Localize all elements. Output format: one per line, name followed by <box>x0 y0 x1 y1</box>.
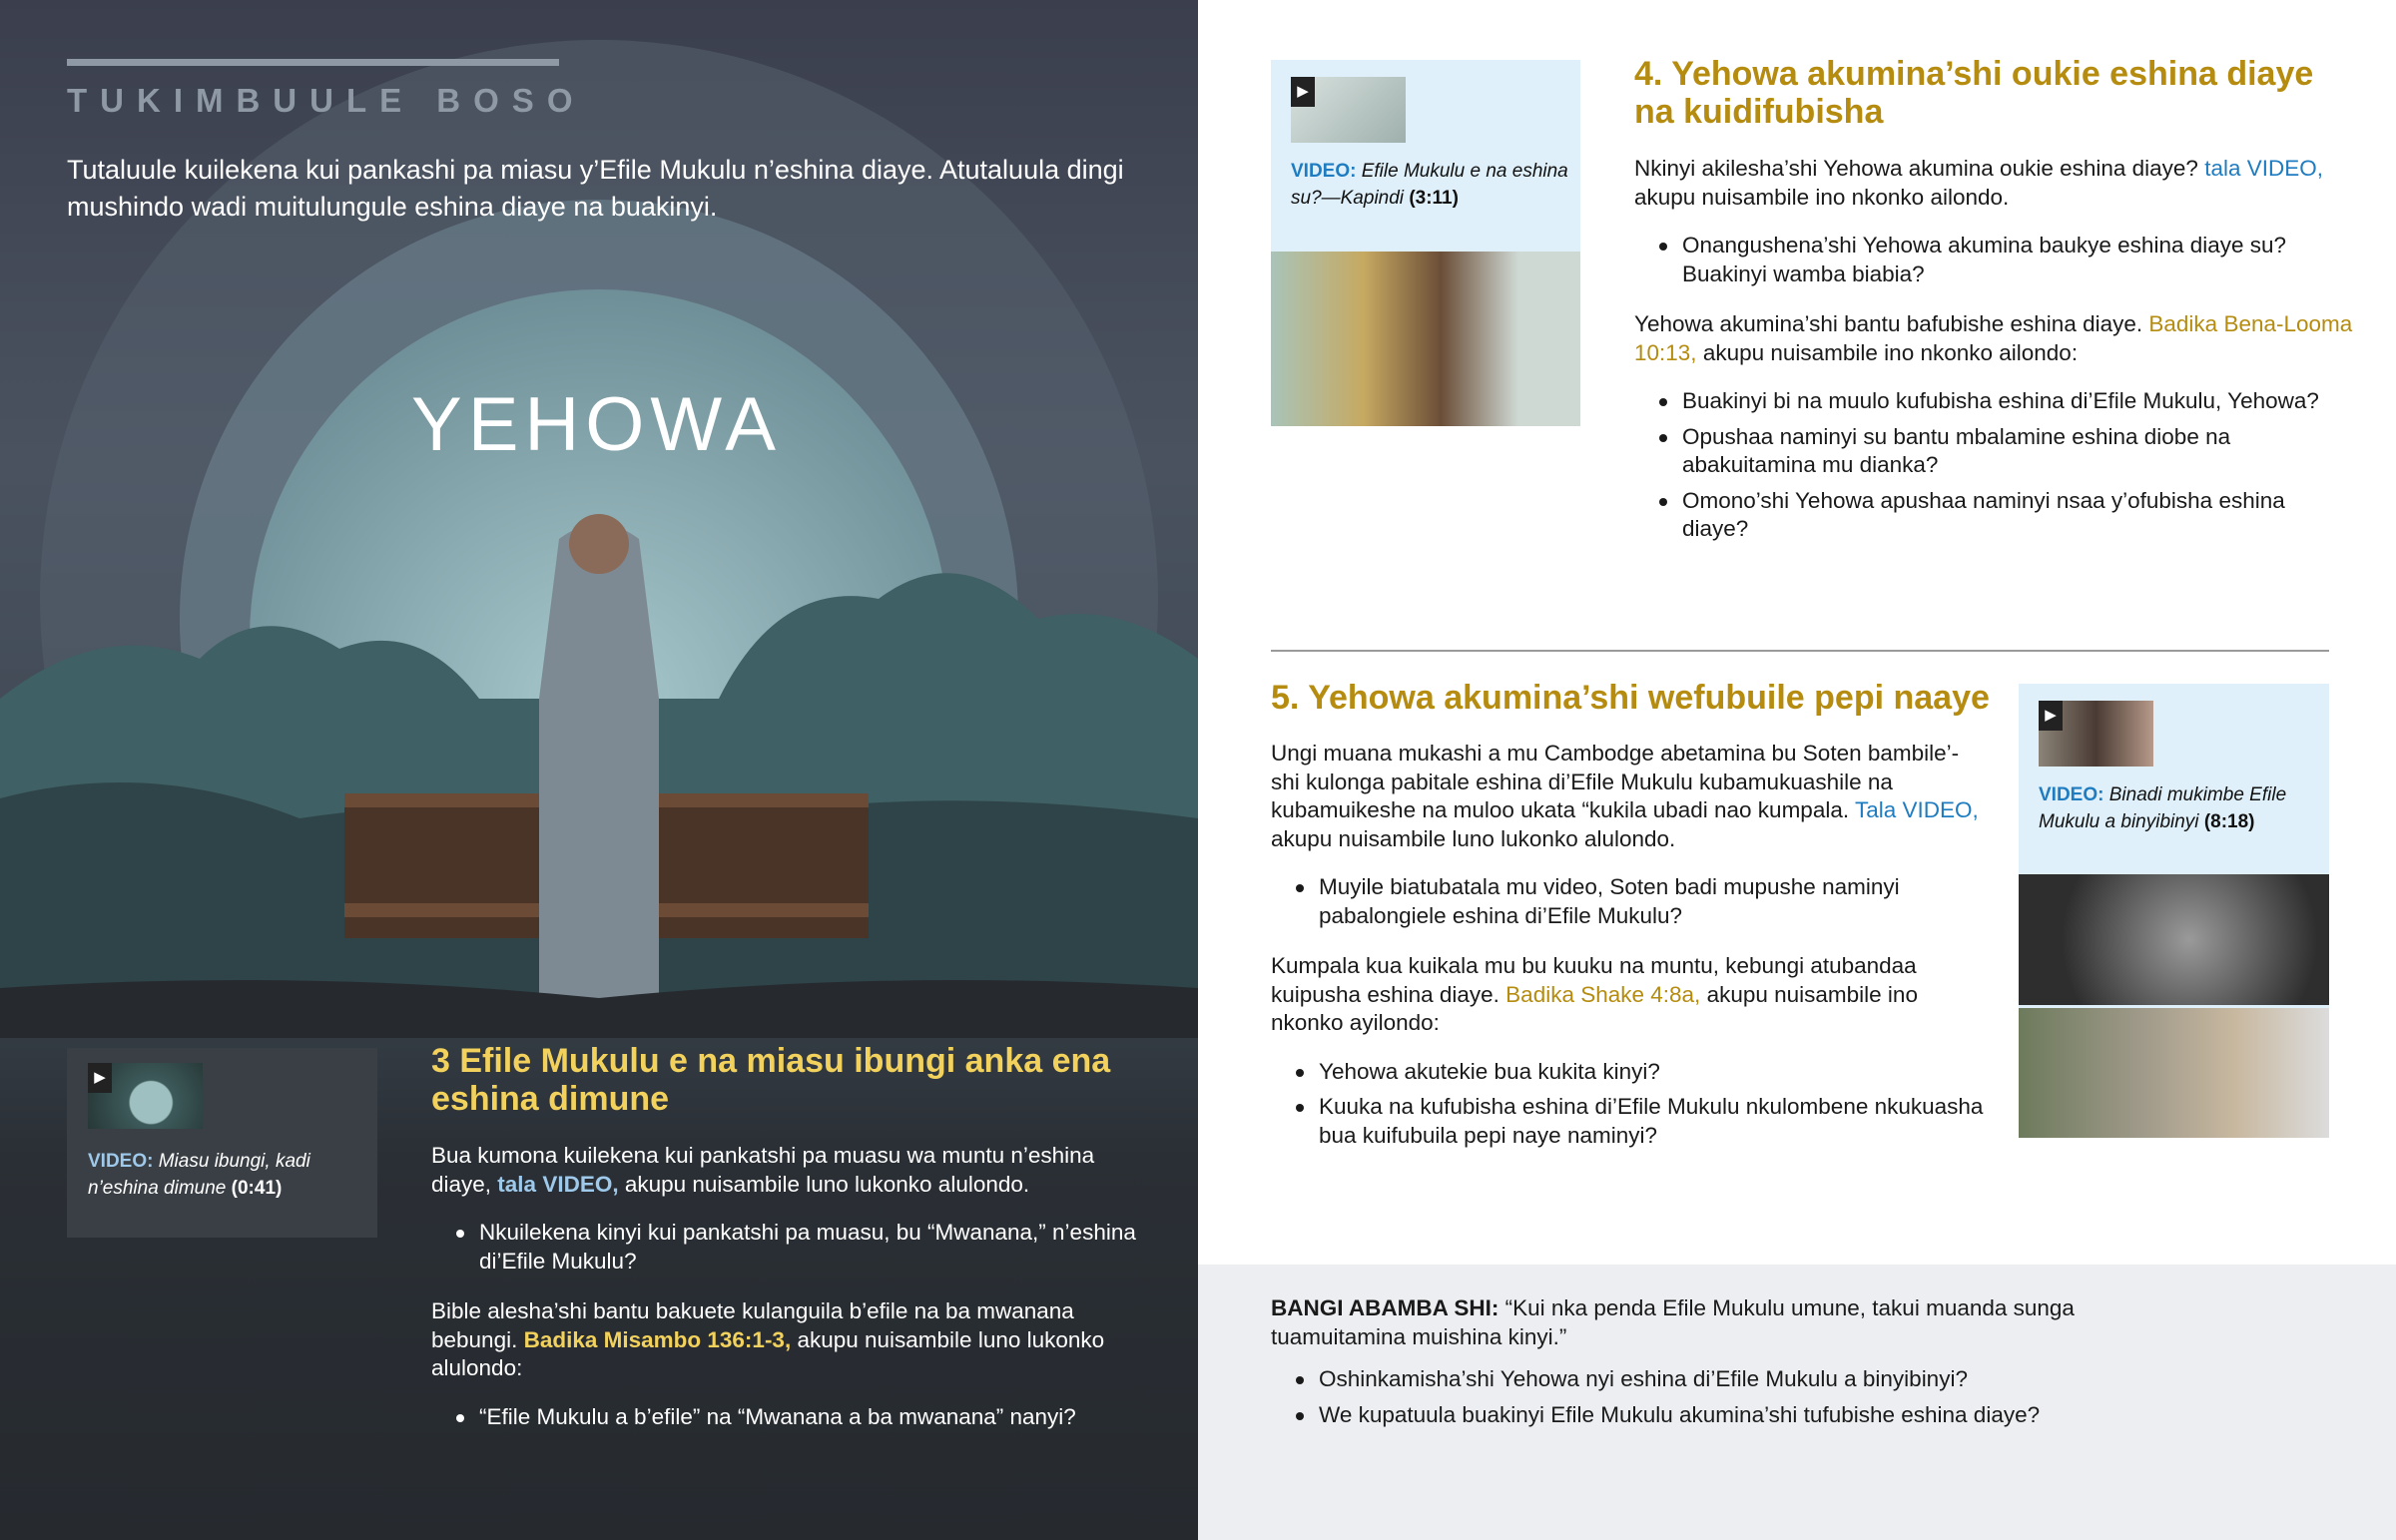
video-card-3[interactable] <box>67 1048 377 1238</box>
scripture-link[interactable]: Badika Misambo 136:1-3, <box>523 1326 792 1352</box>
video-thumbnail[interactable] <box>1291 77 1406 143</box>
video-duration: (3:11) <box>1409 188 1459 209</box>
question-item: Buakinyi bi na muulo kufubisha eshina di’Efile Mukulu, Yehowa? <box>1634 387 2353 416</box>
question-item: Omono’shi Yehowa apushaa naminyi nsaa y’ofubisha eshina diaye? <box>1634 487 2353 544</box>
video-card-5[interactable] <box>2019 684 2329 1138</box>
video-duration: (8:18) <box>2203 811 2255 832</box>
summary-label: BANGI ABAMBA SHI: <box>1271 1295 1499 1320</box>
header-rule <box>67 59 559 66</box>
play-icon[interactable]: ▶ <box>88 1063 112 1093</box>
section-3-body: Bua kumona kuilekena kui pankatshi pa muasu wa muntu n’eshina diaye, tala VIDEO, akupu nuisambile luno lukonko alulondo. Nkuilekena kinyi kui pankatshi pa muasu, bu “Mwanana,” n’eshina di’Efile Mukulu? Bible alesha’shi bantu bakuete kulanguila b’efile na ba mwanana bebungi. Badika Misambo 136:1-3, akupu nuisambile luno lukonko alulondo: “Efile Mukulu a b’efile” na “Mwanana a ba mwanana” nanyi? <box>431 1142 1150 1453</box>
question-item: Onangushena’shi Yehowa akumina baukye eshina diaye su? Buakinyi wamba biabia? <box>1634 232 2353 288</box>
scripture-link[interactable]: Badika Shake 4:8a, <box>1505 981 1701 1007</box>
watch-video-link[interactable]: tala VIDEO, <box>497 1171 619 1197</box>
video-thumbnail[interactable] <box>88 1063 203 1129</box>
video-still-image <box>2019 1008 2329 1138</box>
video-title[interactable]: Miasu ibungi, kadi n’eshina dimune <box>88 1151 310 1199</box>
video-title[interactable]: Efile Mukulu e na eshina su?—Kapindi <box>1291 161 1568 209</box>
question-item: Oshinkamisha’shi Yehowa nyi eshina di’Efile Mukulu a binyibinyi? <box>1271 1365 2169 1394</box>
section-5-heading: 5. Yehowa akumina’shi wefubuile pepi naaye <box>1271 679 1990 717</box>
video-thumbnail[interactable] <box>2039 701 2153 767</box>
question-item: Nkuilekena kinyi kui pankatshi pa muasu, bu “Mwanana,” n’eshina di’Efile Mukulu? <box>431 1219 1150 1276</box>
section-kicker: TUKIMBUULE BOSO <box>67 82 586 119</box>
watch-video-link[interactable]: tala VIDEO, <box>2204 156 2323 181</box>
illustration-title: YEHOWA <box>411 382 782 467</box>
question-item: Kuuka na kufubisha eshina di’Efile Mukulu nkulombene nkukuasha bua kuifubuila pepi naye naminyi? <box>1271 1093 1985 1150</box>
video-still-image <box>1271 252 1580 426</box>
video-still-image <box>2019 874 2329 1005</box>
question-item: Opushaa naminyi su bantu mbalamine eshina diobe na abakuitamina mu dianka? <box>1634 423 2353 480</box>
video-duration: (0:41) <box>231 1178 283 1199</box>
section-5-body: Ungi muana mukashi a mu Cambodge abetamina bu Soten bambile’-shi kulonga pabitale eshina di’Efile Mukulu kubamukuashile na kubamuikeshe na muloo ukata “kukila ubadi nao kumpala. Tala VIDEO, akupu nuisambile luno lukonko alulondo. Muyile biatubatala mu video, Soten badi mupushe naminyi pabalongiele eshina di’Efile Mukulu? Kumpala kua kuikala mu bu kuuku na muntu, kebungi atubandaa kuipusha eshina diaye. Badika Shake 4:8a, akupu nuisambile ino nkonko ayilondo: Yehowa akutekie bua kukita kinyi? Kuuka na kufubisha eshina di’Efile Mukulu nkulombene nkukuasha bua kuifubuila pepi naye naminyi? <box>1271 740 1985 1172</box>
question-item: We kupatuula buakinyi Efile Mukulu akumina’shi tufubishe eshina diaye? <box>1271 1401 2169 1430</box>
section-divider <box>1271 650 2329 652</box>
video-label: VIDEO: <box>1291 161 1357 182</box>
video-label: VIDEO: <box>2039 784 2104 805</box>
question-item: Yehowa akutekie bua kukita kinyi? <box>1271 1058 1985 1087</box>
summary-box <box>1198 1265 2396 1540</box>
intro-text: Tutaluule kuilekena kui pankashi pa miasu y’Efile Mukulu n’eshina diaye. Atutaluula dingi mushindo wadi muitulungule eshina diaye na buakinyi. <box>67 155 1124 222</box>
video-label: VIDEO: <box>88 1151 154 1172</box>
section-4-heading: 4. Yehowa akumina’shi oukie eshina diaye na kuidifubisha <box>1634 55 2314 131</box>
video-card-4[interactable] <box>1271 60 1580 426</box>
play-icon[interactable]: ▶ <box>2039 701 2063 731</box>
question-item: Muyile biatubatala mu video, Soten badi mupushe naminyi pabalongiele eshina di’Efile Mukulu? <box>1271 873 1985 930</box>
watch-video-link[interactable]: Tala VIDEO, <box>1854 797 1979 822</box>
section-3-heading: 3 Efile Mukulu e na miasu ibungi anka ena eshina dimune <box>431 1042 1111 1118</box>
video-title[interactable]: Binadi mukimbe Efile Mukulu a binyibinyi <box>2039 784 2287 832</box>
question-item: “Efile Mukulu a b’efile” na “Mwanana a ba mwanana” nanyi? <box>431 1403 1150 1432</box>
summary-quote: “Kui nka penda Efile Mukulu umune, takui muanda sunga tuamuitamina muishina kinyi.” <box>1271 1295 2075 1349</box>
play-icon[interactable]: ▶ <box>1291 77 1315 107</box>
section-4-body: Nkinyi akilesha’shi Yehowa akumina oukie eshina diaye? tala VIDEO, akupu nuisambile ino nkonko ailondo. Onangushena’shi Yehowa akumina baukye eshina diaye su? Buakinyi wamba biabia? Yehowa akumina’shi bantu bafubishe eshina diaye. Badika Bena-Looma 10:13, akupu nuisambile ino nkonko ailondo: Buakinyi bi na muulo kufubisha eshina di’Efile Mukulu, Yehowa? Opushaa naminyi su bantu mbalamine eshina diobe na abakuitamina mu dianka? Omono’shi Yehowa apushaa naminyi nsaa y’ofubisha eshina diaye? <box>1634 155 2353 566</box>
scripture-link[interactable]: Badika Bena-Looma 10:13, <box>1634 311 2353 365</box>
